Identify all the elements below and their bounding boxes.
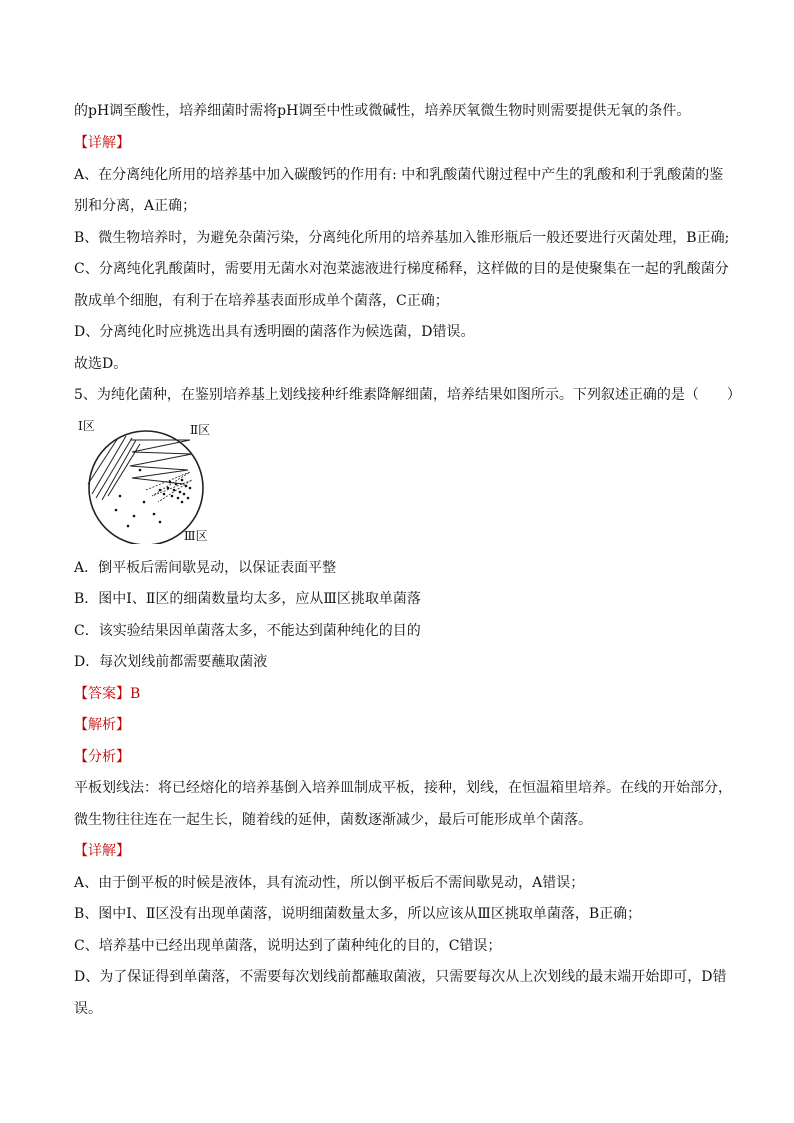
text-line: 别和分离，A正确； <box>74 198 197 214</box>
option-a: A．倒平板后需间歇晃动，以保证表面平整 <box>74 560 337 576</box>
text-line: B、图中Ⅰ、Ⅱ区没有出现单菌落，说明细菌数量太多，所以应该从Ⅲ区挑取单菌落，B正确； <box>74 906 642 922</box>
text-line: D、为了保证得到单菌落，不需要每次划线前都蘸取菌液，只需要每次从上次划线的最末端开始即可，D错 <box>74 969 727 985</box>
text-line: 平板划线法：将已经熔化的培养基倒入培养皿制成平板，接种，划线，在恒温箱里培养。在线的开始部分， <box>74 780 732 796</box>
section-label-fenxi: 【分析】 <box>74 749 130 765</box>
text-line: C、分离纯化乳酸菌时，需要用无菌水对泡菜滤液进行梯度稀释，这样做的目的是使聚集在一起的乳酸菌分 <box>74 261 729 277</box>
zone3-streak <box>146 472 192 502</box>
text-line: 微生物往往连在一起生长，随着线的延伸，菌数逐渐减少，最后可能形成单个菌落。 <box>74 812 592 828</box>
zone2-zigzag <box>130 440 192 484</box>
option-c: C．该实验结果因单菌落太多，不能达到菌种纯化的目的 <box>74 623 421 639</box>
bacterial-colonies <box>115 469 192 528</box>
text-line: A、在分离纯化所用的培养基中加入碳酸钙的作用有: 中和乳酸菌代谢过程中产生的乳酸和利于乳酸菌的鉴 <box>74 167 724 183</box>
option-b: B．图中Ⅰ、Ⅱ区的细菌数量均太多，应从Ⅲ区挑取单菌落 <box>74 591 421 607</box>
text-line: 误。 <box>74 1001 102 1017</box>
text-line: A、由于倒平板的时候是液体，具有流动性，所以倒平板后不需间歇晃动，A错误； <box>74 875 585 891</box>
section-label-detail: 【详解】 <box>74 135 130 151</box>
petri-dish-diagram <box>74 414 224 544</box>
zone1-label: Ⅰ区 <box>78 419 95 433</box>
answer-label: 【答案】B <box>74 686 141 702</box>
text-line: 散成单个细胞，有利于在培养基表面形成单个菌落，C正确； <box>74 293 449 309</box>
question-stem: 5、为纯化菌种，在鉴别培养基上划线接种纤维素降解细菌，培养结果如图所示。下列叙述正确的是（ ） <box>74 387 741 403</box>
text-line: B、微生物培养时，为避免杂菌污染，分离纯化所用的培养基加入锥形瓶后一般还要进行灭菌处理，B正确; <box>74 230 730 246</box>
text-line: D、分离纯化时应挑选出具有透明圈的菌落作为候选菌，D错误。 <box>74 324 475 340</box>
section-label-detail: 【详解】 <box>74 843 130 859</box>
petri-dish-outline <box>89 431 203 544</box>
zone1-streaks <box>88 436 140 500</box>
text-line: C、培养基中已经出现单菌落，说明达到了菌种纯化的目的，C错误； <box>74 938 502 954</box>
text-line: 故选D。 <box>74 356 128 372</box>
zone2-label: Ⅱ区 <box>190 423 211 437</box>
section-label-analysis: 【解析】 <box>74 717 130 733</box>
option-d: D．每次划线前都需要蘸取菌液 <box>74 654 268 670</box>
zone3-label: Ⅲ区 <box>184 529 208 543</box>
text-line: 的pH调至酸性，培养细菌时需将pH调至中性或微碱性，培养厌氧微生物时则需要提供无氧的条件。 <box>74 103 691 119</box>
